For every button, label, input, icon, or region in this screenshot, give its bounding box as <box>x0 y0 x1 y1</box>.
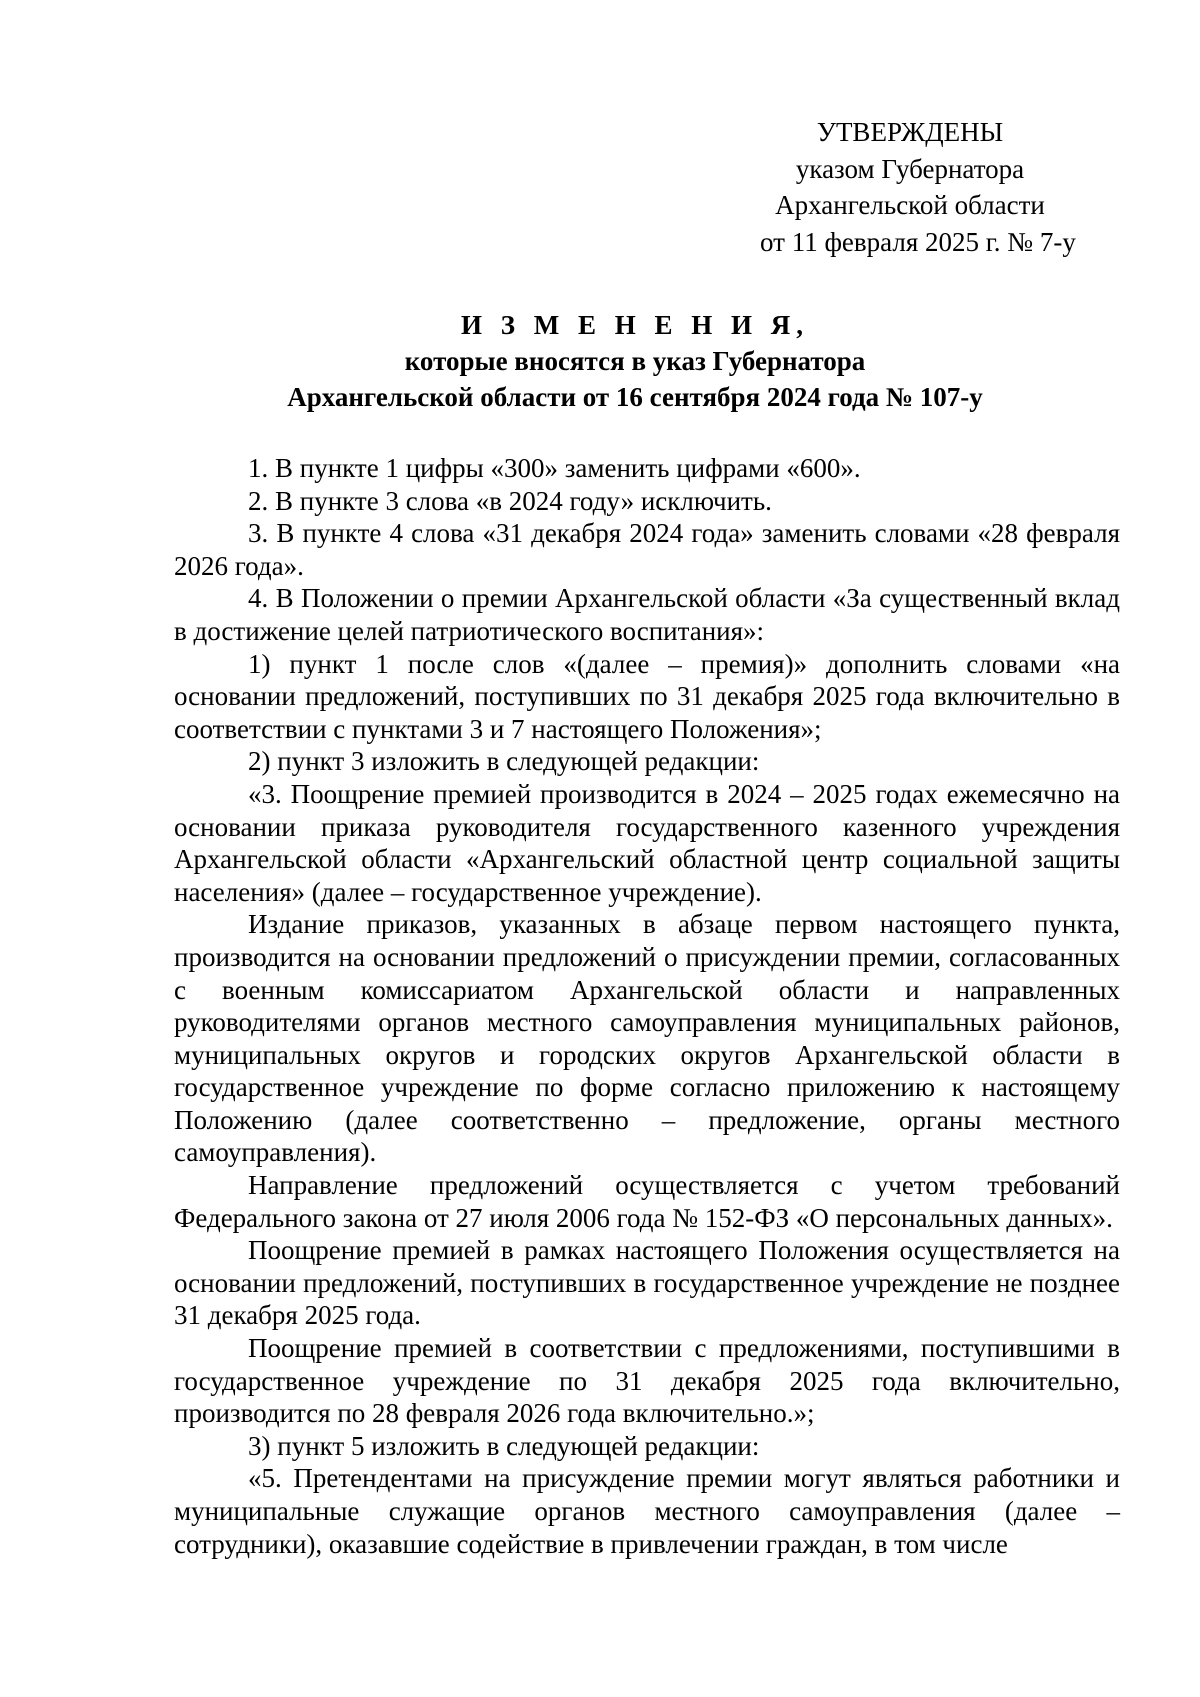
paragraph: Поощрение премией в соответствии с предложениями, поступившими в государственное учреждение по 31 декабря 2025 года включительно, производится по 28 февраля 2026 года включительно.»; <box>174 1333 1120 1429</box>
approval-line-approved: УТВЕРЖДЕНЫ <box>816 117 1004 147</box>
title-subline-decree: Архангельской области от 16 сентября 2024 года № 107-у <box>287 382 983 412</box>
paragraph: 3) пункт 5 изложить в следующей редакции: <box>248 1430 760 1461</box>
approval-stamp <box>760 114 1076 260</box>
paragraph: 1) пункт 1 после слов «(далее – премия)» дополнить словами «на основании предложений, поступивших по 31 декабря 2025 года включительно в соответствии с пунктами 3 и 7 настоящего Положения»; <box>174 648 1120 744</box>
paragraph: Издание приказов, указанных в абзаце первом настоящего пункта, производится на основании предложений о присуждении премии, согласованных с военным комиссариатом Архангельской области и направленных руководителями органов местного самоуправления муниципальных районов, муниципальных округов и городских округов Архангельской области в государственное учреждение по форме согласно приложению к настоящему Положению (далее соответственно – предложение, органы местного самоуправления). <box>174 909 1120 1168</box>
paragraph: Направление предложений осуществляется с учетом требований Федерального закона от 27 июля 2006 года № 152-ФЗ «О персональных данных». <box>174 1170 1120 1233</box>
paragraph: «3. Поощрение премией производится в 2024 – 2025 годах ежемесячно на основании приказа руководителя государственного казенного учреждения Архангельской области «Архангельский областной центр социальной защиты населения» (далее – государственное учреждение). <box>174 778 1120 907</box>
title-heading: И З М Е Н Е Н И Я, <box>460 310 809 340</box>
approval-line-region: Архангельской области <box>775 190 1045 220</box>
paragraph: 4. В Положении о премии Архангельской области «За существенный вклад в достижение целей патриотического воспитания»: <box>174 583 1120 646</box>
paragraph: 2. В пункте 3 слова «в 2024 году» исключить. <box>248 485 772 516</box>
paragraph: «5. Претендентами на присуждение премии могут являться работники и муниципальные служащие органов местного самоуправления (далее – сотрудники), оказавшие содействие в привлечении граждан, в том числе <box>174 1463 1120 1559</box>
paragraph: 2) пункт 3 изложить в следующей редакции: <box>248 746 760 777</box>
paragraph: 3. В пункте 4 слова «31 декабря 2024 года» заменить словами «28 февраля 2026 года». <box>174 518 1120 581</box>
title-subline: которые вносятся в указ Губернатора <box>404 346 866 376</box>
approval-line-date: от 11 февраля 2025 г. № 7-у <box>760 226 1076 257</box>
paragraph: Поощрение премией в рамках настоящего Положения осуществляется на основании предложений, поступивших в государственное учреждение не позднее 31 декабря 2025 года. <box>174 1235 1120 1331</box>
paragraph: 1. В пункте 1 цифры «300» заменить цифрами «600». <box>248 453 861 483</box>
document-title <box>170 307 1100 415</box>
document-body <box>174 452 1120 1560</box>
approval-line-decree: указом Губернатора <box>795 153 1025 184</box>
